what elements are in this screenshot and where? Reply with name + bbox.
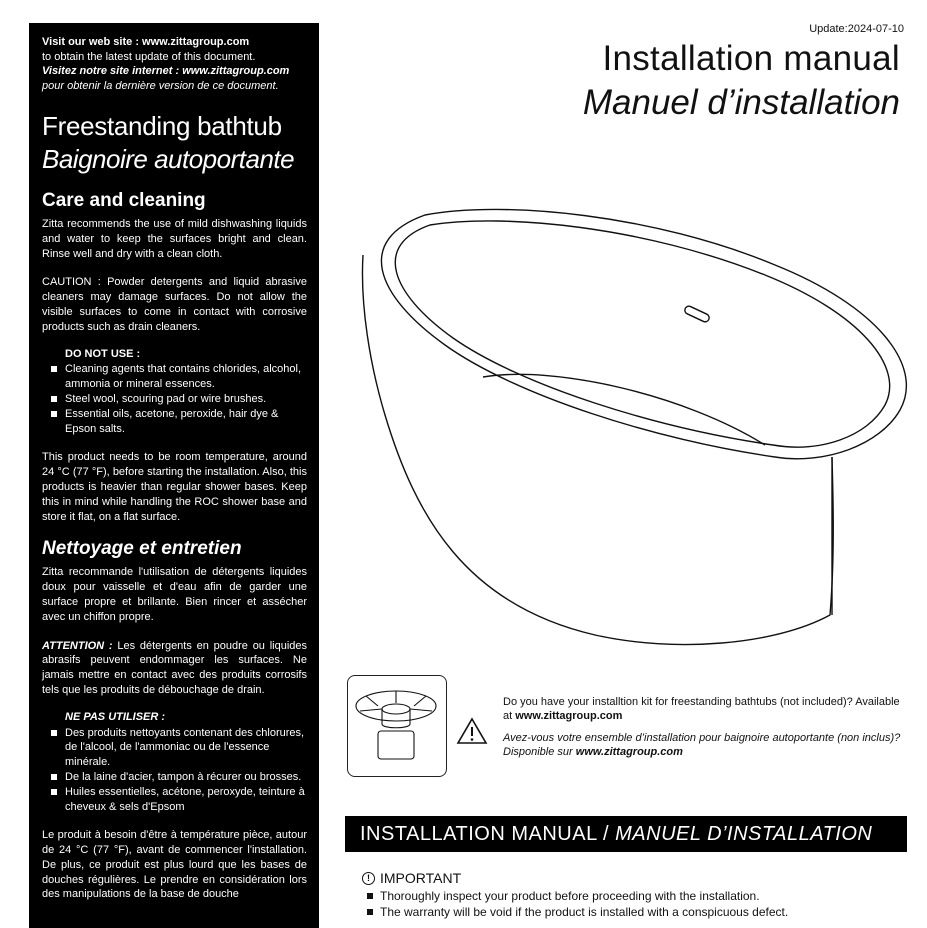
do-not-use-list	[42, 362, 307, 436]
do-not-use-heading: DO NOT USE :	[65, 347, 141, 360]
kit-link[interactable]: www.zittagroup.com	[515, 710, 623, 722]
care-paragraph-2: CAUTION : Powder detergents and liquid abrasive cleaners may damage surfaces. Do not allow the visible surfaces to come in contact with corrosive products such as drain cleaners.	[42, 276, 307, 333]
info-icon: !	[362, 872, 375, 885]
manual-title: Installation manual	[602, 39, 900, 78]
list-item: Thoroughly inspect your product before proceeding with the installation.	[380, 888, 788, 904]
care-heading-fr: Nettoyage et entretien	[42, 538, 242, 560]
ne-pas-utiliser-list	[42, 726, 307, 815]
kit-note	[503, 695, 903, 759]
section-banner: INSTALLATION MANUAL / MANUEL D’INSTALLATION	[345, 816, 907, 852]
website-line-fr: Visitez notre site internet : www.zittagroup.com	[42, 65, 290, 77]
website-note	[42, 35, 307, 93]
list-item: Essential oils, acetone, peroxide, hair dye & Epson salts.	[65, 407, 307, 437]
list-item: The warranty will be void if the product is installed with a conspicuous defect.	[380, 905, 789, 919]
care-paragraph-3: This product needs to be room temperature, around 24 °C (77 °F), before starting the installation. Also, this products is heavier than regular shower bases. Keep this in mind while handling the ROC shower base and store it flat, on a flat surface.	[42, 451, 307, 523]
drain-kit-icon	[348, 676, 445, 775]
list-item: De la laine d'acier, tampon à récurer ou brosses.	[65, 770, 307, 785]
product-title: Freestanding bathtub	[42, 111, 282, 141]
ne-pas-utiliser-heading: NE PAS UTILISER :	[65, 710, 166, 723]
list-item: Steel wool, scouring pad or wire brushes.	[65, 392, 307, 407]
list-item: Cleaning agents that contains chlorides, alcohol, ammonia or mineral essences.	[65, 362, 307, 392]
list-item: Des produits nettoyants contenant des chlorures, de l'alcool, de l'ammoniac ou de l'essence minérale.	[65, 726, 307, 770]
kit-note-fr: Avez-vous votre ensemble d’installation pour baignoire autoportante (non inclus)? Disponible sur www.zittagroup.com	[503, 732, 901, 758]
list-item: Huiles essentielles, acétone, peroxyde, teinture à cheveux & sels d'Epsom	[65, 785, 307, 815]
website-line-en: Visit our web site : www.zittagroup.com	[42, 36, 250, 48]
care-heading: Care and cleaning	[42, 190, 206, 211]
important-list	[366, 888, 788, 920]
care-paragraph-fr-2: ATTENTION : Les détergents en poudre ou liquides abrasifs peuvent endommager les surfaces. Ne jamais mettre en contact avec des produits corrosifs tels que les produits de débouchage de drain.	[42, 639, 308, 696]
important-heading: ! IMPORTANT	[362, 870, 461, 886]
warning-icon	[456, 717, 488, 745]
manual-title-fr: Manuel d’installation	[582, 83, 900, 122]
kit-link-fr[interactable]: www.zittagroup.com	[575, 746, 683, 758]
website-link[interactable]: www.zittagroup.com	[142, 36, 250, 48]
website-line-fr-2: pour obtenir la dernière version de ce document.	[42, 79, 279, 92]
care-paragraph-fr-1: Zitta recommande l'utilisation de détergents liquides doux pour vaisselle et d'eau afin de garder une surface propre et brillante. Bien rincer et assécher avec un chiffon propre.	[42, 566, 307, 623]
info-sidebar	[29, 23, 319, 928]
website-line-en-2: to obtain the latest update of this document.	[42, 50, 256, 63]
update-date: Update:2024-07-10	[809, 23, 904, 35]
product-title-fr: Baignoire autoportante	[42, 144, 295, 174]
kit-note-en: Do you have your installtion kit for freestanding bathtubs (not included)? Available at www.zittagroup.com	[503, 696, 900, 722]
kit-illustration	[347, 675, 447, 777]
website-link-fr[interactable]: www.zittagroup.com	[182, 65, 290, 77]
care-paragraph-1: Zitta recommends the use of mild dishwashing liquids and water to keep the surfaces bright and clean. Rinse well and dry with a clean cloth.	[42, 218, 307, 260]
care-paragraph-fr-3: Le produit à besoin d'être à température pièce, autour de 24 °C (77 °F), avant de commencer l'installation. De plus, ce produit est plus lourd que les bases de douches régulières. Le prendre en considération lors des manipulations de la base de douche	[42, 829, 307, 901]
bathtub-illustration	[355, 195, 915, 655]
